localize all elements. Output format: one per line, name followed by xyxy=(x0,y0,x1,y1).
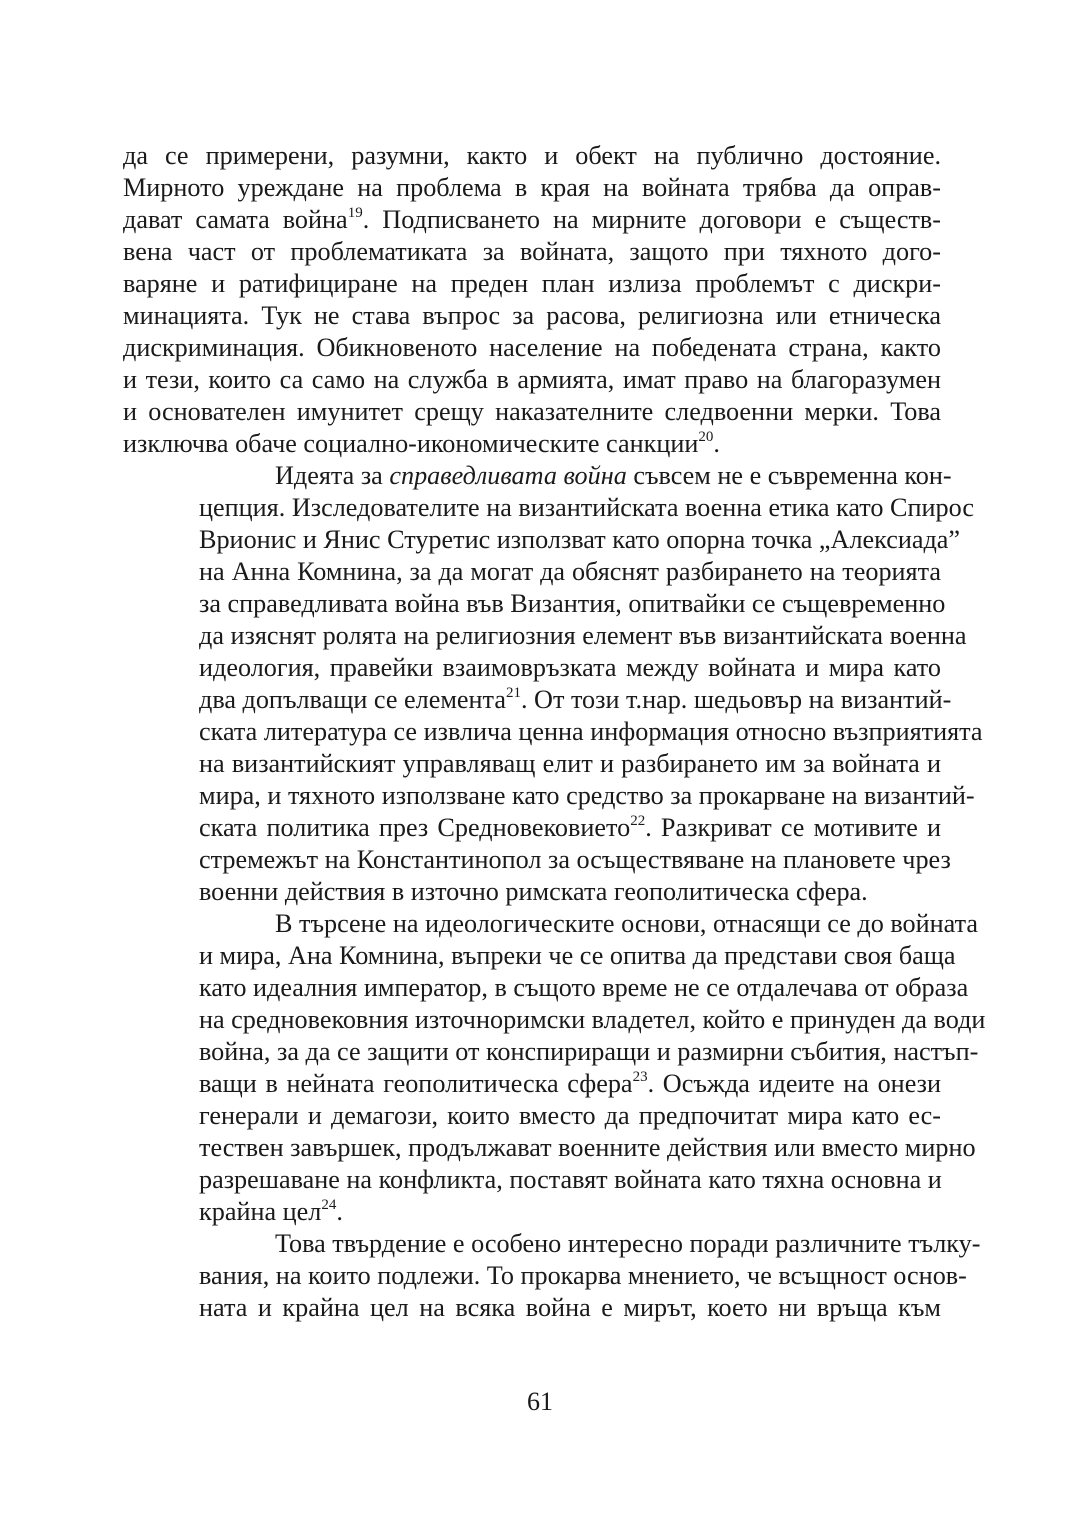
text-run: стремежът на Константинопол за осъществяване на плановете чрез xyxy=(199,845,951,874)
text-line xyxy=(123,300,941,332)
text-run: . xyxy=(713,429,720,458)
body-text xyxy=(123,140,986,1324)
text-line xyxy=(123,236,941,268)
text-run: минацията. Тук не става въпрос за расова, религиозна или етническа xyxy=(123,301,941,330)
text-run: ската литература се извлича ценна информация относно възприятията xyxy=(199,717,983,746)
text-line xyxy=(123,524,961,556)
text-run: вания, на които подлежи. То прокарва мнението, че всъщност основ- xyxy=(199,1261,967,1290)
text-run: ската политика през Средновековието xyxy=(199,813,631,842)
text-run: на средновековния източноримски владетел, който е принуден да води xyxy=(199,1005,986,1034)
text-line xyxy=(123,140,941,172)
footnote-marker[interactable]: 21 xyxy=(505,685,521,701)
text-run: за справедливата война във Византия, опитвайки се същевременно xyxy=(199,589,946,618)
text-run: на Анна Комнина, за да могат да обяснят разбирането на теорията xyxy=(199,557,941,586)
text-run: . Подписването на мирните договори е съществ- xyxy=(362,205,941,234)
text-line xyxy=(123,460,952,492)
text-line xyxy=(123,1100,941,1132)
text-line xyxy=(123,396,941,428)
text-line xyxy=(123,1260,967,1292)
text-run: тествен завършек, продължават военните действия или вместо мирно xyxy=(199,1133,976,1162)
text-line xyxy=(123,332,941,364)
text-line xyxy=(123,1292,941,1324)
text-line xyxy=(123,556,941,588)
text-run: да изяснят ролята на религиозния елемент във византийската военна xyxy=(199,621,967,650)
text-run: крайна цел xyxy=(199,1197,322,1226)
text-line xyxy=(123,588,946,620)
text-line xyxy=(123,1068,941,1100)
text-line xyxy=(123,1132,976,1164)
text-run: варяне и ратифициране на преден план излиза проблемът с дискри- xyxy=(123,269,941,298)
text-run: Идеята за xyxy=(275,461,390,490)
paragraph xyxy=(123,1228,981,1324)
text-run: разрешаване на конфликта, поставят войната като тяхна основна и xyxy=(199,1165,942,1194)
paragraph xyxy=(123,460,983,908)
text-line xyxy=(123,1196,941,1228)
text-line xyxy=(123,684,952,716)
text-line xyxy=(123,876,941,908)
text-run: цепция. Изследователите на византийската военна етика като Спирос xyxy=(199,493,975,522)
footnote-marker[interactable]: 23 xyxy=(632,1069,648,1085)
text-line xyxy=(123,492,975,524)
text-run: мира, и тяхното използване като средство за прокарване на византий- xyxy=(199,781,975,810)
text-run: и тези, които са само на служба в армията, имат право на благоразумен xyxy=(123,365,941,394)
text-run: Това твърдение е особено интересно поради различните тълку- xyxy=(275,1229,981,1258)
text-run: . xyxy=(336,1197,343,1226)
text-run: . Разкриват се мотивите и xyxy=(645,813,941,842)
text-line xyxy=(123,1164,941,1196)
text-run: като идеалния император, в същото време не се отдалечава от образа xyxy=(199,973,969,1002)
text-line xyxy=(123,780,975,812)
text-run: да се примерени, разумни, както и обект на публично достояние. xyxy=(123,141,941,170)
text-run: . Осъжда идеите на онези xyxy=(647,1069,941,1098)
text-run: и основателен имунитет срещу наказателните следвоенни мерки. Това xyxy=(123,397,941,426)
footnote-marker[interactable]: 24 xyxy=(321,1197,337,1213)
text-line xyxy=(123,940,956,972)
text-run: Врионис и Янис Стуретис използват като опорна точка „Алексиада” xyxy=(199,525,961,554)
footnote-marker[interactable]: 20 xyxy=(698,429,714,445)
text-line xyxy=(123,972,969,1004)
text-line xyxy=(123,652,941,684)
paragraph xyxy=(123,140,941,460)
text-line xyxy=(123,204,941,236)
text-line xyxy=(123,1004,986,1036)
text-run: вена част от проблематиката за войната, защото при тяхното дого- xyxy=(123,237,941,266)
text-line xyxy=(123,268,941,300)
footnote-marker[interactable]: 22 xyxy=(630,813,646,829)
text-line xyxy=(123,716,983,748)
text-line xyxy=(123,908,978,940)
text-line xyxy=(123,364,941,396)
italic-term: справедливата война xyxy=(389,461,627,490)
text-run: изключва обаче социално-икономическите санкции xyxy=(123,429,699,458)
text-run: ващи в нейната геополитическа сфера xyxy=(199,1069,633,1098)
text-run: и мира, Ана Комнина, въпреки че се опитва да представи своя баща xyxy=(199,941,956,970)
text-line xyxy=(123,1228,981,1260)
text-run: . От този т.нар. шедьовър на византий- xyxy=(520,685,952,714)
text-line xyxy=(123,172,941,204)
text-run: два допълващи се елемента xyxy=(199,685,506,714)
text-run: на византийският управляващ елит и разбирането им за войната и xyxy=(199,749,941,778)
text-run: Мирното уреждане на проблема в края на войната трябва да оправ- xyxy=(123,173,941,202)
text-run: дискриминация. Обикновеното население на победената страна, както xyxy=(123,333,941,362)
text-line xyxy=(123,748,941,780)
text-run: ната и крайна цел на всяка война е мирът, което ни връща към xyxy=(199,1293,941,1322)
text-run: дават самата война xyxy=(123,205,348,234)
text-run: идеология, правейки взаимовръзката между войната и мира като xyxy=(199,653,941,682)
text-run: генерали и демагози, които вместо да предпочитат мира като ес- xyxy=(199,1101,941,1130)
text-line xyxy=(123,844,951,876)
paragraph xyxy=(123,908,986,1228)
text-run: военни действия в източно римската геополитическа сфера. xyxy=(199,877,868,906)
text-run: война, за да се защити от конспириращи и размирни събития, настъп- xyxy=(199,1037,979,1066)
text-run: съвсем не е съвременна кон- xyxy=(626,461,952,490)
footnote-marker[interactable]: 19 xyxy=(347,205,363,221)
text-line xyxy=(123,428,941,460)
page-number: 61 xyxy=(527,1387,553,1416)
text-line xyxy=(123,812,941,844)
text-line xyxy=(123,620,967,652)
text-line xyxy=(123,1036,979,1068)
text-run: В търсене на идеологическите основи, отнасящи се до войната xyxy=(275,909,978,938)
